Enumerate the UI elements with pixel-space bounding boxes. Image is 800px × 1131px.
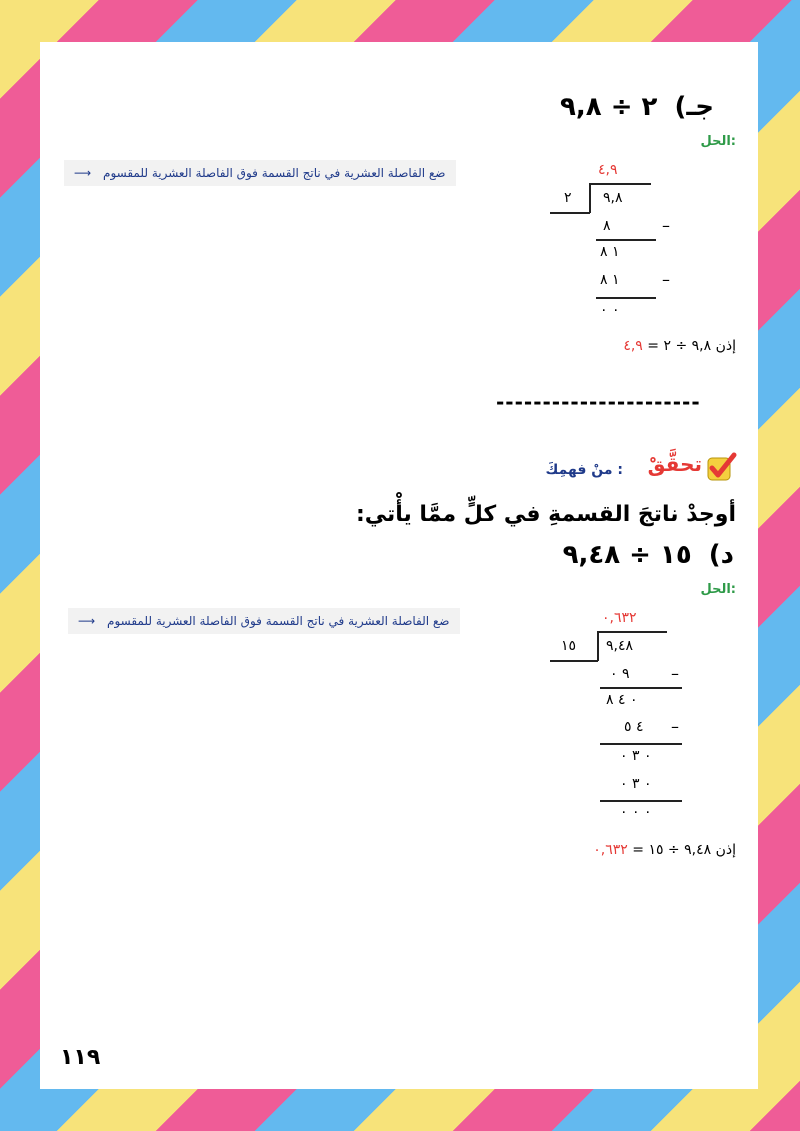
problem-d-rem3: ٠ ٠ ٠ (620, 804, 652, 820)
page-number: ١١٩ (60, 1045, 101, 1070)
problem-d-rem2: ٠ ٣ ٠ (620, 748, 652, 764)
problem-d-step3: ٠ ٣ ٠ (620, 776, 652, 792)
problem-d-divisor: ١٥ (561, 638, 577, 654)
problem-c-expression: ٢ ÷ ٩,٨ (560, 92, 658, 122)
problem-c-step2-line (596, 297, 656, 299)
problem-d-note (68, 608, 460, 634)
arrow-icon: ⟶ (78, 614, 96, 628)
problem-d-result-prefix: إذن ٩,٤٨ ÷ ١٥ = (632, 842, 736, 858)
problem-c-division-bracket (589, 183, 591, 213)
section-separator: ---------------------- (496, 390, 701, 414)
problem-d-step3-line (600, 800, 682, 802)
problem-c-label: جـ) (674, 92, 714, 122)
problem-c-rem1: ١ ٨ (600, 244, 620, 260)
problem-d-rem1: ٠ ٤ ٨ (606, 692, 638, 708)
problem-d-result (593, 842, 736, 858)
problem-d-note-text: ضع الفاصلة العشرية في ناتج القسمة فوق الفاصلة العشرية للمقسوم (107, 614, 450, 628)
problem-c-step1: ٨ (603, 218, 611, 234)
problem-d-step2-line (600, 743, 682, 745)
check-subtitle: منْ فهمِكَ : (545, 462, 623, 478)
problem-c-result-prefix: إذن ٩,٨ ÷ ٢ = (647, 338, 736, 354)
check-instruction: أوجدْ ناتجَ القسمةِ في كلٍّ ممَّا يأْتي: (355, 502, 736, 527)
problem-c-result (623, 338, 736, 354)
problem-d-division-bar (597, 631, 667, 633)
problem-c-dividend: ٩,٨ (603, 190, 623, 206)
problem-c-result-value: ٤,٩ (623, 338, 643, 354)
worksheet-page (40, 42, 758, 1089)
problem-d-step1-line (600, 687, 682, 689)
problem-c-rem2: ٠ ٠ (600, 302, 620, 318)
check-title: تحقَّقْ (647, 452, 702, 476)
problem-d-label: د) (708, 540, 734, 570)
problem-d-quotient: ٠,٦٣٢ (602, 610, 637, 626)
problem-c-step1-line (596, 239, 656, 241)
problem-d-step1: ٩ ٠ (610, 666, 630, 682)
checkmark-icon (706, 452, 738, 482)
minus-sign: – (671, 664, 679, 683)
problem-d-division-bracket (597, 631, 599, 661)
problem-c-note-text: ضع الفاصلة العشرية في ناتج القسمة فوق الفاصلة العشرية للمقسوم (103, 166, 446, 180)
problem-c-divisor: ٢ (564, 190, 572, 206)
problem-c-divisor-underline (550, 212, 590, 214)
problem-c-step2: ١ ٨ (600, 272, 620, 288)
problem-d-heading (563, 540, 734, 570)
problem-d-dividend: ٩,٤٨ (606, 638, 634, 654)
problem-c-solution-label: الحل: (700, 134, 736, 149)
problem-c-heading (560, 92, 714, 122)
minus-sign: – (671, 717, 679, 736)
problem-d-result-value: ٠,٦٣٢ (593, 842, 628, 858)
problem-d-expression: ١٥ ÷ ٩,٤٨ (562, 540, 692, 570)
problem-c-quotient: ٤,٩ (598, 162, 618, 178)
arrow-icon: ⟶ (74, 166, 92, 180)
problem-c-division-bar (589, 183, 651, 185)
problem-d-solution-label: الحل: (700, 582, 736, 597)
minus-sign: – (662, 216, 670, 235)
problem-d-step2: ٤ ٥ (624, 719, 644, 735)
problem-d-divisor-underline (550, 660, 598, 662)
minus-sign: – (662, 270, 670, 289)
problem-c-note (64, 160, 456, 186)
